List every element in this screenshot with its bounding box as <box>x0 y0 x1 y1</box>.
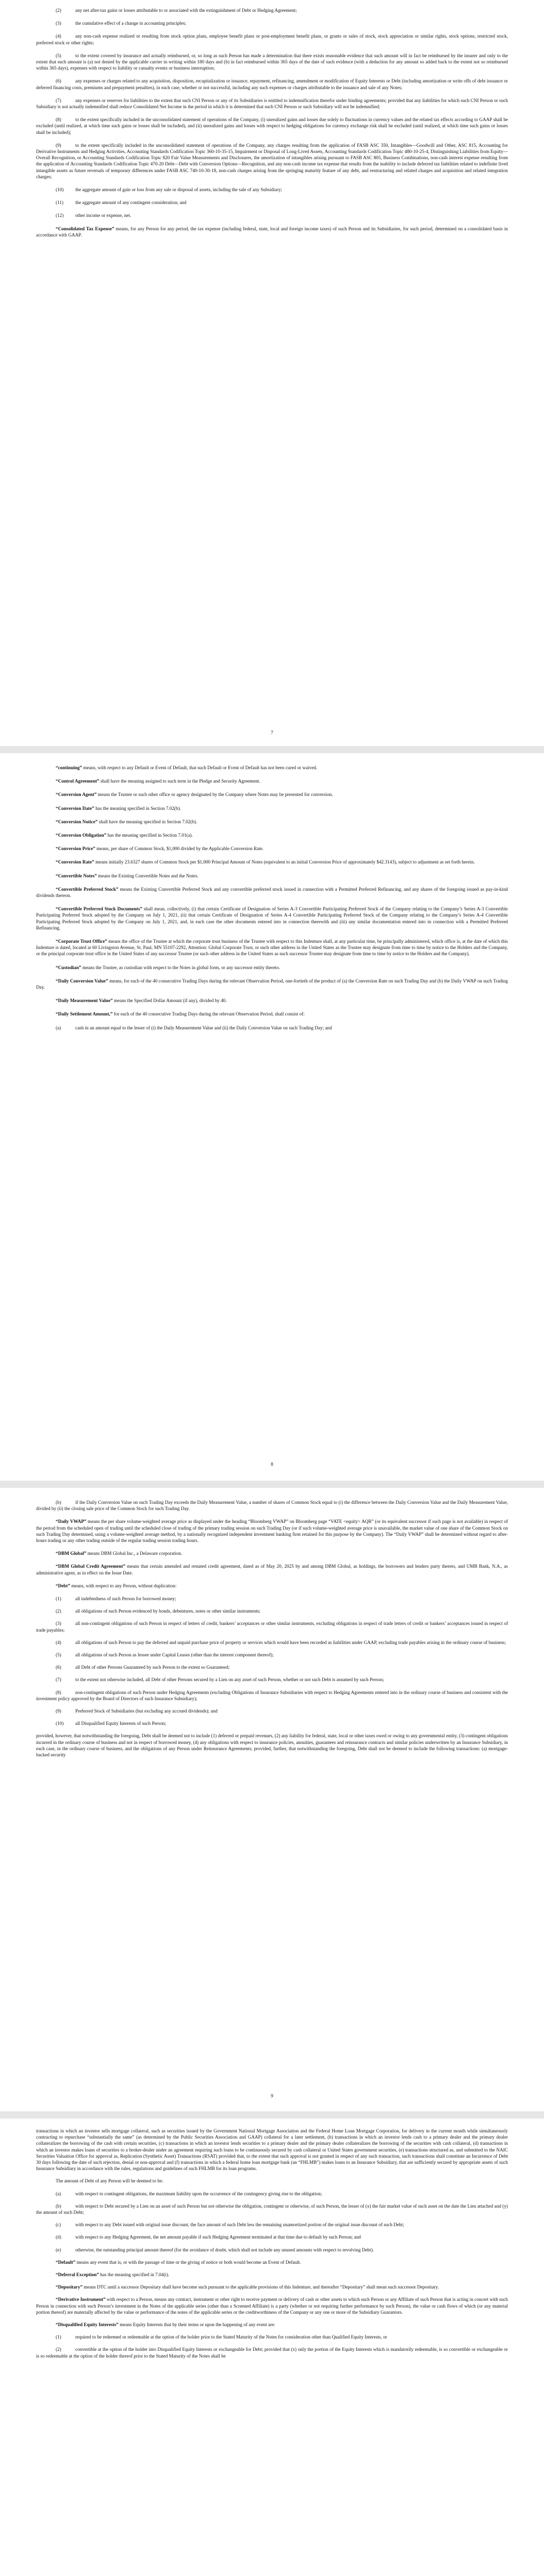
definition <box>36 845 508 852</box>
definition <box>36 886 508 899</box>
definition-text: shall have the meaning assigned to such term in the Pledge and Security Agreement. <box>99 778 260 784</box>
continued-paragraph: transactions in which an investor sells mortgage collateral, such as securities issued by the Government National Mortgage Association and the Federal Home Loan Mortgage Corporation, for delivery in the current month while simultaneously contracting to repurchase “substantially the same” (as determined by the Public Securities Association and GAAP) collateral for a later settlement, (b) transactions in which an investor lends cash to a primary dealer and the primary dealer collateralizes the borrowing of the cash with certain securities, (c) transactions in which an investor lends securities to a primary dealer and the primary dealer collateralizes the borrowing of the securities with cash collateral, (d) transactions in which an investor makes loans of securities to a broker-dealer under an agreement requiring such loans to be continuously secured by cash collateral or United States government securities, (e) transactions structured as, and submitted to the NAIC Securities Valuation Office for approval as, Replication (Synthetic Asset) Transactions (RSAT) provided that, to the extent that such approval is not granted in respect of any such transaction, such transactions shall constitute an Incurrence of Debt 30 days following the date of such rejection, denial or non-approval and (f) transactions in which a federal home loan mortgage bank (an “FHLMB”) makes loans to an Insurance Subsidiary, that are sufficiently secured by appropriate assets of such Insurance Subsidiary in accordance with the rules, regulations and guidelines of such FHLMB for its loan programs. <box>36 2128 508 2172</box>
list-item-number: (9) <box>56 142 61 148</box>
spacer <box>36 811 508 819</box>
definition-text: means, per share of Common Stock, $1,000 divided by the Applicable Conversion Rate. <box>95 846 264 852</box>
list-item <box>36 142 508 180</box>
defined-term: “Convertible Preferred Stock” <box>56 886 119 892</box>
defined-term: “Control Agreement” <box>56 778 100 784</box>
definition-text: for each of the 40 consecutive Trading Days during the relevant Observation Period, shall consist of: <box>112 1011 305 1017</box>
definition <box>36 805 508 811</box>
list-item-text: required to be redeemed or redeemable at the option of the holder prior to the Stated Maturity of the Notes for consideration other than Qualified Equity Interests, or <box>75 2334 387 2340</box>
spacer <box>36 1670 508 1676</box>
spacer <box>36 798 508 805</box>
list-item-number: (6) <box>56 78 61 84</box>
definition <box>36 997 508 1004</box>
list-item-text: with respect to contingent obligations, the maximum liability upon the occurrence of the contingency giving rise to the obligation; <box>75 2191 322 2196</box>
amount-intro: The amount of Debt of any Person will be deemed to be: <box>56 2178 163 2184</box>
spacer <box>36 990 508 997</box>
spacer <box>36 838 508 845</box>
spacer <box>36 2215 508 2222</box>
defined-term: “Depositary” <box>56 2284 83 2290</box>
definition-text: means the Trustee or such other office or agency designated by the Company where Notes may be presented for conversion. <box>96 792 333 798</box>
definition-text: means, with respect to any Default or Event of Default, that such Default or Event of Default has not been cured or waived. <box>82 765 318 770</box>
spacer <box>36 2278 508 2284</box>
spacer <box>36 46 508 53</box>
spacer <box>36 135 508 142</box>
list-item-text: the aggregate amount of gain or loss from any sale or disposal of assets, including the sale of any Subsidiary; <box>75 187 283 193</box>
defined-term: “Derivative Instrument” <box>56 2297 106 2302</box>
spacer <box>36 91 508 97</box>
definition-text: means DBM Global Inc., a Delaware corporation. <box>86 1551 183 1556</box>
spacer <box>36 71 508 78</box>
definition <box>36 791 508 798</box>
list-item-number: (b) <box>56 2203 61 2209</box>
list-item-number: (3) <box>56 21 61 26</box>
spacer <box>36 2253 508 2259</box>
spacer <box>36 2265 508 2272</box>
list-item <box>36 1608 508 1614</box>
list-item-text: to the extent specifically included in the unconsolidated statement of operations of the Company, (i) unrealized gains and losses due solely to fluctuations in currency values and the related tax effects according to GAAP shall be excluded (until realized, at which time such gains or losses shall be included), and (ii) unrealized gains and losses with respect to hedging obligations for currency exchange risk shall be excluded (until realized, at which time such gains or losses shall be included); <box>36 117 508 135</box>
spacer <box>36 2172 508 2178</box>
list-item-number: (a) <box>56 2191 61 2196</box>
spacer <box>36 2340 508 2346</box>
list-item-text: to the extent covered by insurance and actually reimbursed, or, so long as such Person has made a determination that there exists reasonable evidence that such amount will in fact be reimbursed by the insurer and only to the extent that such amount is (a) not denied by the applicable carrier in writing within 180 days and (b) in fact reimbursed within 365 days of the date of such evidence (with a deduction for any amount so added back to the extent not so reimbursed within 365 days), expenses with respect to liability or casualty events or business interruption; <box>36 53 508 71</box>
list-item <box>36 2247 508 2253</box>
definition-text: shall mean, collectively, (i) that certain Certificate of Designation of Series A-3 Convertible Participating Preferred Stock of the Company relating to the Company’s Series A-3 Convertible Participating Preferred Stock adopted by the Company on July 1, 2021, (ii) that certain Certificate of Designation of Series A-4 Convertible Participating Preferred Stock of the Company relating to the Company’s Series A-4 Convertible Participating Preferred Stock adopted by the Company on July 1, 2021, and, in each case the other documents entered into in connection therewith and (iii) any similar documentation entered into in connection with a Permitted Preferred Refinancing. <box>36 906 508 930</box>
list-item <box>36 2203 508 2215</box>
list-item-number: (2) <box>56 2347 61 2352</box>
definition <box>36 832 508 838</box>
definition-consolidated-tax-expense <box>36 226 508 238</box>
list-item-text: all obligations of such Person as lessee under Capital Leases (other than the interest component thereof); <box>75 1652 274 1658</box>
spacer <box>36 1633 508 1639</box>
list-item-text: all indebtedness of such Person for borrowed money; <box>75 1596 176 1602</box>
list-item-text: any net after-tax gains or losses attributable to or associated with the extinguishment of Debt or Hedging Agreement; <box>75 8 297 13</box>
defined-term: “Deferral Exception” <box>56 2272 99 2278</box>
spacer <box>36 2315 508 2321</box>
list-item <box>36 1596 508 1602</box>
page-9-body <box>36 1499 508 1758</box>
definition-text: means the Specified Dollar Amount (if any), divided by 40. <box>112 998 227 1004</box>
list-item-number: (b) <box>56 1500 61 1505</box>
spacer <box>36 771 508 778</box>
defined-term: “Conversion Price” <box>56 846 95 852</box>
list-item <box>36 2346 508 2359</box>
list-item-number: (4) <box>56 33 61 39</box>
list-item-number: (8) <box>56 117 61 123</box>
definition <box>36 819 508 825</box>
definition <box>36 978 508 990</box>
spacer <box>36 219 508 226</box>
spacer <box>36 1614 508 1620</box>
spacer <box>36 1589 508 1596</box>
spacer <box>36 825 508 832</box>
list-item-number: (1) <box>56 1596 61 1602</box>
defined-term: “DBM Global” <box>56 1551 87 1556</box>
definition-text: means initially 23.6327 shares of Common Stock per $1,000 Principal Amount of Notes (equivalent to an initial Conversion Price of approximately $42.3143), subject to adjustment as set forth herein. <box>94 859 475 865</box>
list-item <box>36 212 508 218</box>
page-7-body <box>36 7 508 238</box>
defined-term: “DBM Global Credit Agreement” <box>56 1564 126 1569</box>
spacer <box>36 1646 508 1652</box>
list-item-text: all obligations of such Person evidenced by bonds, debentures, notes or other similar instruments; <box>75 1608 261 1614</box>
list-item-number: (4) <box>56 1639 61 1645</box>
spacer <box>36 852 508 859</box>
list-item-text: the cumulative effect of a change in accounting principles; <box>75 21 187 26</box>
proviso-paragraph: provided, however, that notwithstanding the foregoing, Debt shall be deemed not to include (1) deferred or prepaid revenues, (2) any liability for federal, state, local or other taxes owed or owing to any governmental entity, (3) contingent obligations incurred in the ordinary course of business and not in respect of borrowed money, (4) any obligations with respect to insurance policies, annuities, guarantees and reinsurance contracts and similar policies underwritten by an Insurance Subsidiary, in each case, in the ordinary course of business, and the obligations of any Person under Reinsurance Agreements; provided, further, that notwithstanding the foregoing, Debt shall not be deemed to include the following transactions: (a) mortgage-backed security <box>36 1733 508 1758</box>
list-item-text: if the Daily Conversion Value on such Trading Day exceeds the Daily Measurement Value, a number of shares of Common Stock equal to (i) the difference between the Daily Conversion Value and the Daily Measurement Value, divided by (ii) the closing sale price of the Common Stock for such Trading Day. <box>36 1500 508 1512</box>
defined-term: “Convertible Notes” <box>56 873 97 878</box>
page-separator <box>0 746 544 753</box>
defined-term: “Convertible Preferred Stock Documents” <box>56 906 143 912</box>
definition-text: means the Existing Convertible Notes and the Notes. <box>96 873 199 878</box>
list-item-number: (10) <box>56 187 64 193</box>
list-item-number: (6) <box>56 1665 61 1670</box>
list-item <box>36 1708 508 1714</box>
defined-term: “Daily VWAP” <box>56 1519 87 1524</box>
definition <box>36 873 508 879</box>
spacer <box>36 1602 508 1608</box>
list-item-number: (12) <box>56 213 64 218</box>
page-separator <box>0 2111 544 2119</box>
list-item <box>36 1720 508 1726</box>
definition <box>36 1583 508 1589</box>
definition <box>36 2259 508 2265</box>
list-item-text: cash in an amount equal to the lesser of (i) the Daily Measurement Value and (ii) the Daily Conversion Value on such Trading Day; and <box>75 1025 332 1030</box>
spacer <box>36 1544 508 1550</box>
page-10-body <box>36 2128 508 2365</box>
definition-text: has the meaning specified in 7.04(i). <box>98 2272 170 2278</box>
definition-text: has the meaning specified in Section 7.02(b). <box>94 805 181 811</box>
page-number: 8 <box>271 1462 273 1467</box>
spacer <box>36 1018 508 1025</box>
spacer <box>36 1726 508 1733</box>
spacer <box>36 931 508 938</box>
spacer <box>36 1512 508 1518</box>
list-item-text: all Disqualified Equity Interests of such Person; <box>75 1721 167 1726</box>
definition-text: shall have the meaning specified in Section 7.02(b). <box>97 819 197 824</box>
list-item-number: (9) <box>56 1708 61 1714</box>
definition <box>36 2321 508 2328</box>
list-item-number: (a) <box>56 1025 61 1030</box>
defined-term: “Conversion Date” <box>56 805 94 811</box>
spacer <box>36 879 508 886</box>
list-item-text: the aggregate amount of any contingent consideration; and <box>75 200 187 206</box>
list-item <box>36 2191 508 2197</box>
spacer <box>36 1683 508 1689</box>
list-item <box>36 33 508 45</box>
list-item <box>36 53 508 72</box>
list-item-text: to the extent not otherwise included, all Debt of other Persons secured by a Lien on any asset of such Person, whether or not such Debt is assumed by such Person; <box>75 1677 384 1683</box>
spacer <box>36 1714 508 1720</box>
defined-term: “Conversion Agent” <box>56 792 97 798</box>
definition <box>36 2272 508 2278</box>
definition-text: means the office of the Trustee at which the corporate trust business of the Trustee with respect to this Indenture shall, at any particular time, be principally administered, which office is, at the date of which this Indenture is dated, located at 60 Livingston Avenue, St. Paul, MN 55107-2292, Attention: Global Corporate Trust, or such other address in the United States as the Trustee may designate from time to time by notice to the Holders and the Company, or the principal corporate trust office in the United States of any successor Trustee (or such other address in the United States as such successor Trustee may designate from time to time by notice to the Holders and the Company). <box>36 939 508 957</box>
defined-term: “Consolidated Tax Expense” <box>56 226 114 231</box>
list-item <box>36 7 508 13</box>
defined-term: “Disqualified Equity Interests” <box>56 2322 119 2328</box>
page-separator <box>0 1481 544 1488</box>
list-item <box>36 2334 508 2340</box>
list-item <box>36 2222 508 2228</box>
list-item <box>36 116 508 135</box>
spacer <box>36 180 508 187</box>
definition <box>36 1011 508 1017</box>
definition-text: with respect to a Person, means any contract, instrument or other right to receive payment or delivery of cash or other assets to which such Person or any Affiliate of such Person that is acting in concert with such Person in connection with such Person’s investment in the Notes of the applicable series (other than a Screened Affiliate) is a party (whether or not requiring further performance by such Person), the value or cash flows of which (or any material portion thereof) are materially affected by the value or performance of the notes of the applicable series or the creditworthiness of the Company or any one or more of the Subsidiary Guarantors. <box>36 2297 508 2315</box>
definition <box>36 938 508 957</box>
page-8-body <box>36 765 508 1031</box>
spacer <box>36 2184 508 2191</box>
spacer <box>36 2290 508 2296</box>
spacer <box>36 2228 508 2234</box>
list-item-text: all non-contingent obligations of such Person in respect of letters of credit, bankers’ acceptances or other similar instruments, excluding obligations in respect of trade letters of credit or bankers’ acceptances issued in respect of trade payables; <box>36 1621 508 1633</box>
list-item-text: all Debt of other Persons Guaranteed by such Person to the extent so Guaranteed; <box>75 1665 230 1670</box>
definition <box>36 964 508 971</box>
list-item <box>36 78 508 90</box>
defined-term: “Daily Measurement Value” <box>56 998 113 1004</box>
list-item-number: (e) <box>56 2247 61 2252</box>
list-item-text: any expenses or reserves for liabilities to the extent that such CNI Person or any of its Subsidiaries is entitled to indemnification therefor under binding agreements; provided that any liabilities for which such CNI Person or such Subsidiary is not actually indemnified shall reduce Consolidated Net Income in the period in which it is determined that such CNI Person or such Subsidiary will not be indemnified; <box>36 97 508 110</box>
page-number: 9 <box>271 2094 273 2099</box>
definition-text: means Equity Interests that by their terms or upon the happening of any event are: <box>118 2322 275 2328</box>
spacer <box>36 1004 508 1011</box>
list-item <box>36 1652 508 1658</box>
list-item-text: any non-cash expense realized or resulting from stock option plans, employee benefit plans or post-employment benefit plans, or grants or sales of stock, stock appreciation or similar rights, stock options, restricted stock, preferred stock or other rights; <box>36 33 508 45</box>
list-item-text: with respect to any Hedging Agreement, the net amount payable if such Hedging Agreement terminated at that time due to default by such Person; and <box>75 2234 361 2240</box>
list-item <box>36 97 508 110</box>
defined-term: “Conversion Obligation” <box>56 833 107 838</box>
list-item-number: (3) <box>56 1621 61 1626</box>
definition <box>36 778 508 784</box>
list-item-number: (c) <box>56 2222 61 2228</box>
spacer <box>36 110 508 116</box>
spacer <box>36 784 508 791</box>
definition-text: means the per share volume-weighted average price as displayed under the heading “Bloomberg VWAP” on Bloomberg page “VATE <equity> AQR” (or its equivalent successor if such page is not available) in respect of the period from the scheduled open of trading until the scheduled close of trading of the primary trading session on such Trading Day (or if such volume-weighted average price is unavailable, the market value of one share of the Common Stock on such Trading Day determined, using a volume-weighted average method, by a nationally recognized independent investment banking firm retained for this purpose by the Company). The “Daily VWAP” shall be determined without regard to after-hours trading or any other trading outside of the regular trading session trading hours. <box>36 1519 508 1544</box>
definition-text: means DTC until a successor Depositary shall have become such pursuant to the applicable provisions of this Indenture, and thereafter “Depositary” shall mean such successor Depositary. <box>83 2284 439 2290</box>
definition <box>36 765 508 771</box>
list-item-number: (11) <box>56 200 63 206</box>
spacer <box>36 1658 508 1664</box>
definition-text: means the Trustee, as custodian with respect to the Notes in global form, or any successor entity thereto. <box>81 964 281 970</box>
list-item-text: Preferred Stock of Subsidiaries (but excluding any accrued dividends); and <box>75 1708 218 1714</box>
spacer <box>36 1556 508 1563</box>
spacer <box>36 2359 508 2365</box>
spacer <box>36 2328 508 2334</box>
list-item <box>36 199 508 206</box>
list-item-text: with respect to any Debt issued with original issue discount, the face amount of such Debt less the remaining unamortized portion of the original issue discount of such Debt; <box>75 2222 404 2228</box>
definition-text: means that certain amended and restated credit agreement, dated as of May 20, 2025 by and among DBM Global, as holdings, the borrowers and lenders party thereto, and UMB Bank, N.A., as administrative agent, as in effect on the Issue Date. <box>36 1564 508 1575</box>
spacer <box>36 899 508 906</box>
list-item-text: convertible at the option of the holder into Disqualified Equity Interests or exchangeable for Debt; provided that (x) only the portion of the Equity Interests which is mandatorily redeemable, is so convertible or exchangeable or is so redeemable at the option of the holder thereof prior to the Stated Maturity of the Notes shall be <box>36 2347 508 2359</box>
spacer <box>36 1576 508 1583</box>
definition <box>36 906 508 931</box>
list-item <box>36 1499 508 1512</box>
list-item <box>36 1639 508 1646</box>
spacer <box>36 193 508 199</box>
defined-term: “Conversion Notice” <box>56 819 98 824</box>
defined-term: “Conversion Rate” <box>56 859 94 865</box>
spacer <box>36 13 508 20</box>
list-item-text: other income or expense, net. <box>75 213 131 218</box>
list-item-number: (10) <box>56 1721 64 1726</box>
definition <box>36 2296 508 2315</box>
definition <box>36 1518 508 1544</box>
list-item-number: (2) <box>56 1608 61 1614</box>
list-item-number: (5) <box>56 53 61 58</box>
spacer <box>36 2197 508 2203</box>
list-item-number: (1) <box>56 2334 61 2340</box>
list-item-text: non-contingent obligations of such Person under Hedging Agreements (excluding Obligations of Insurance Subsidiaries with respect to Hedging Agreements entered into in the ordinary course of business and consistent with the investment policy approved by the Board of Directors of such Insurance Subsidiary); <box>36 1689 508 1701</box>
list-item-number: (7) <box>56 1677 61 1683</box>
list-item-number: (7) <box>56 97 61 103</box>
definition <box>36 859 508 865</box>
list-item-text: any expenses or charges related to any acquisition, disposition, recapitalization or issuance, repayment, refinancing, amendment or modification of Equity Interests or Debt (including amortization or write offs of debt issuance or deferred financing costs, premiums and prepayment penalties), in each case, whether or not successful, including any such expenses or charges attributable to the issuance and sale of any Notes; <box>36 78 508 90</box>
page-number: 7 <box>271 731 273 736</box>
definition <box>36 1563 508 1575</box>
list-item-text: otherwise, the outstanding principal amount thereof (for the avoidance of doubt, which shall not include any unused amounts with respect to revolving Debt). <box>75 2247 374 2252</box>
list-item <box>36 1620 508 1633</box>
list-item <box>36 187 508 193</box>
definition <box>36 2284 508 2290</box>
spacer <box>36 2241 508 2247</box>
definition-text: means, with respect to any Person, without duplication: <box>70 1583 177 1588</box>
spacer <box>36 26 508 33</box>
definition-text: means any event that is, or with the passage of time or the giving of notice or both would become an Event of Default. <box>75 2259 301 2265</box>
definition-text: means the Existing Convertible Preferred Stock and any convertible preferred stock issued in connection with a Permitted Preferred Refinancing, and any shares of the foregoing issued as pay-in-kind dividends thereon. <box>36 886 508 899</box>
list-item <box>36 1676 508 1683</box>
list-item <box>36 1664 508 1670</box>
list-item <box>36 2234 508 2240</box>
definition-text: has the meaning specified in Section 7.01(a). <box>106 833 193 838</box>
defined-term: “Custodian” <box>56 964 81 970</box>
defined-term: “continuing” <box>56 765 83 770</box>
defined-term: “Daily Conversion Value” <box>56 978 108 984</box>
definition-text: means, for any Person for any period, the tax expense (including federal, state, local and foreign income taxes) of such Person and its Subsidiaries, for such period, determined on a consolidated basis in accordance with GAAP. <box>36 226 508 238</box>
list-item <box>36 1689 508 1702</box>
spacer <box>36 866 508 873</box>
spacer <box>36 957 508 964</box>
spacer <box>36 1702 508 1708</box>
defined-term: “Default” <box>56 2259 76 2265</box>
defined-term: “Corporate Trust Office” <box>56 939 107 944</box>
list-item <box>36 1025 508 1031</box>
list-item <box>36 20 508 26</box>
list-item-text: to the extent specifically included in the unconsolidated statement of operations of the Company, any charges resulting from the application of FASB ASC 350, Intangibles—Goodwill and Other, ASC 815, Accounting for Derivative Instruments and Hedging Activities, Accounting Standards Codification Topic 360-10-35-15, Impairment or Disposal of Long-Lived Assets, Accounting Standards Codification Topic 480-10-25-4, Distinguishing Liabilities from Equity—Overall Recognition, or Accounting Standards Codification Topic 820 Fair Value Measurements and Disclosures, the amortization of intangibles arising pursuant to FASB ASC 805, Business Combinations, non-cash interest expense resulting from the application of Accounting Standards Codification Topic 470-20 Debt—Debt with Conversion Options—Recognition, and any non-cash income tax expense that results from the inability to include deferred tax liabilities related to indefinite lived intangible assets as future reversals of temporary differences under FASB ASC 740-10-30-18, non-cash charges arising from the springing maturity feature of any debt, and restructuring and related charges and acquisition and related integration charges; <box>36 142 508 179</box>
list-item-number: (5) <box>56 1652 61 1658</box>
defined-term: “Daily Settlement Amount,” <box>56 1011 113 1017</box>
list-item-number: (8) <box>56 1689 61 1695</box>
spacer <box>36 971 508 978</box>
list-item-number: (d) <box>56 2234 61 2240</box>
list-item-number: (2) <box>56 8 61 13</box>
definition-text: means, for each of the 40 consecutive Trading Days during the relevant Observation Period, one-fortieth of the product of (a) the Conversion Rate on such Trading Day and (b) the Daily VWAP on such Trading Day. <box>36 978 508 990</box>
defined-term: “Debt” <box>56 1583 71 1588</box>
list-item-text: with respect to Debt secured by a Lien on an asset of such Person but not otherwise the obligation, contingent or otherwise, of such Person, the lesser of (x) the fair market value of such asset on the date the Lien attached and (y) the amount of such Debt; <box>36 2203 508 2215</box>
definition <box>36 1550 508 1556</box>
spacer <box>36 206 508 212</box>
list-item-text: all obligations of such Person to pay the deferred and unpaid purchase price of property or services which would have been recorded as liabilities under GAAP, excluding trade payables arising in the ordinary course of business; <box>75 1639 506 1645</box>
